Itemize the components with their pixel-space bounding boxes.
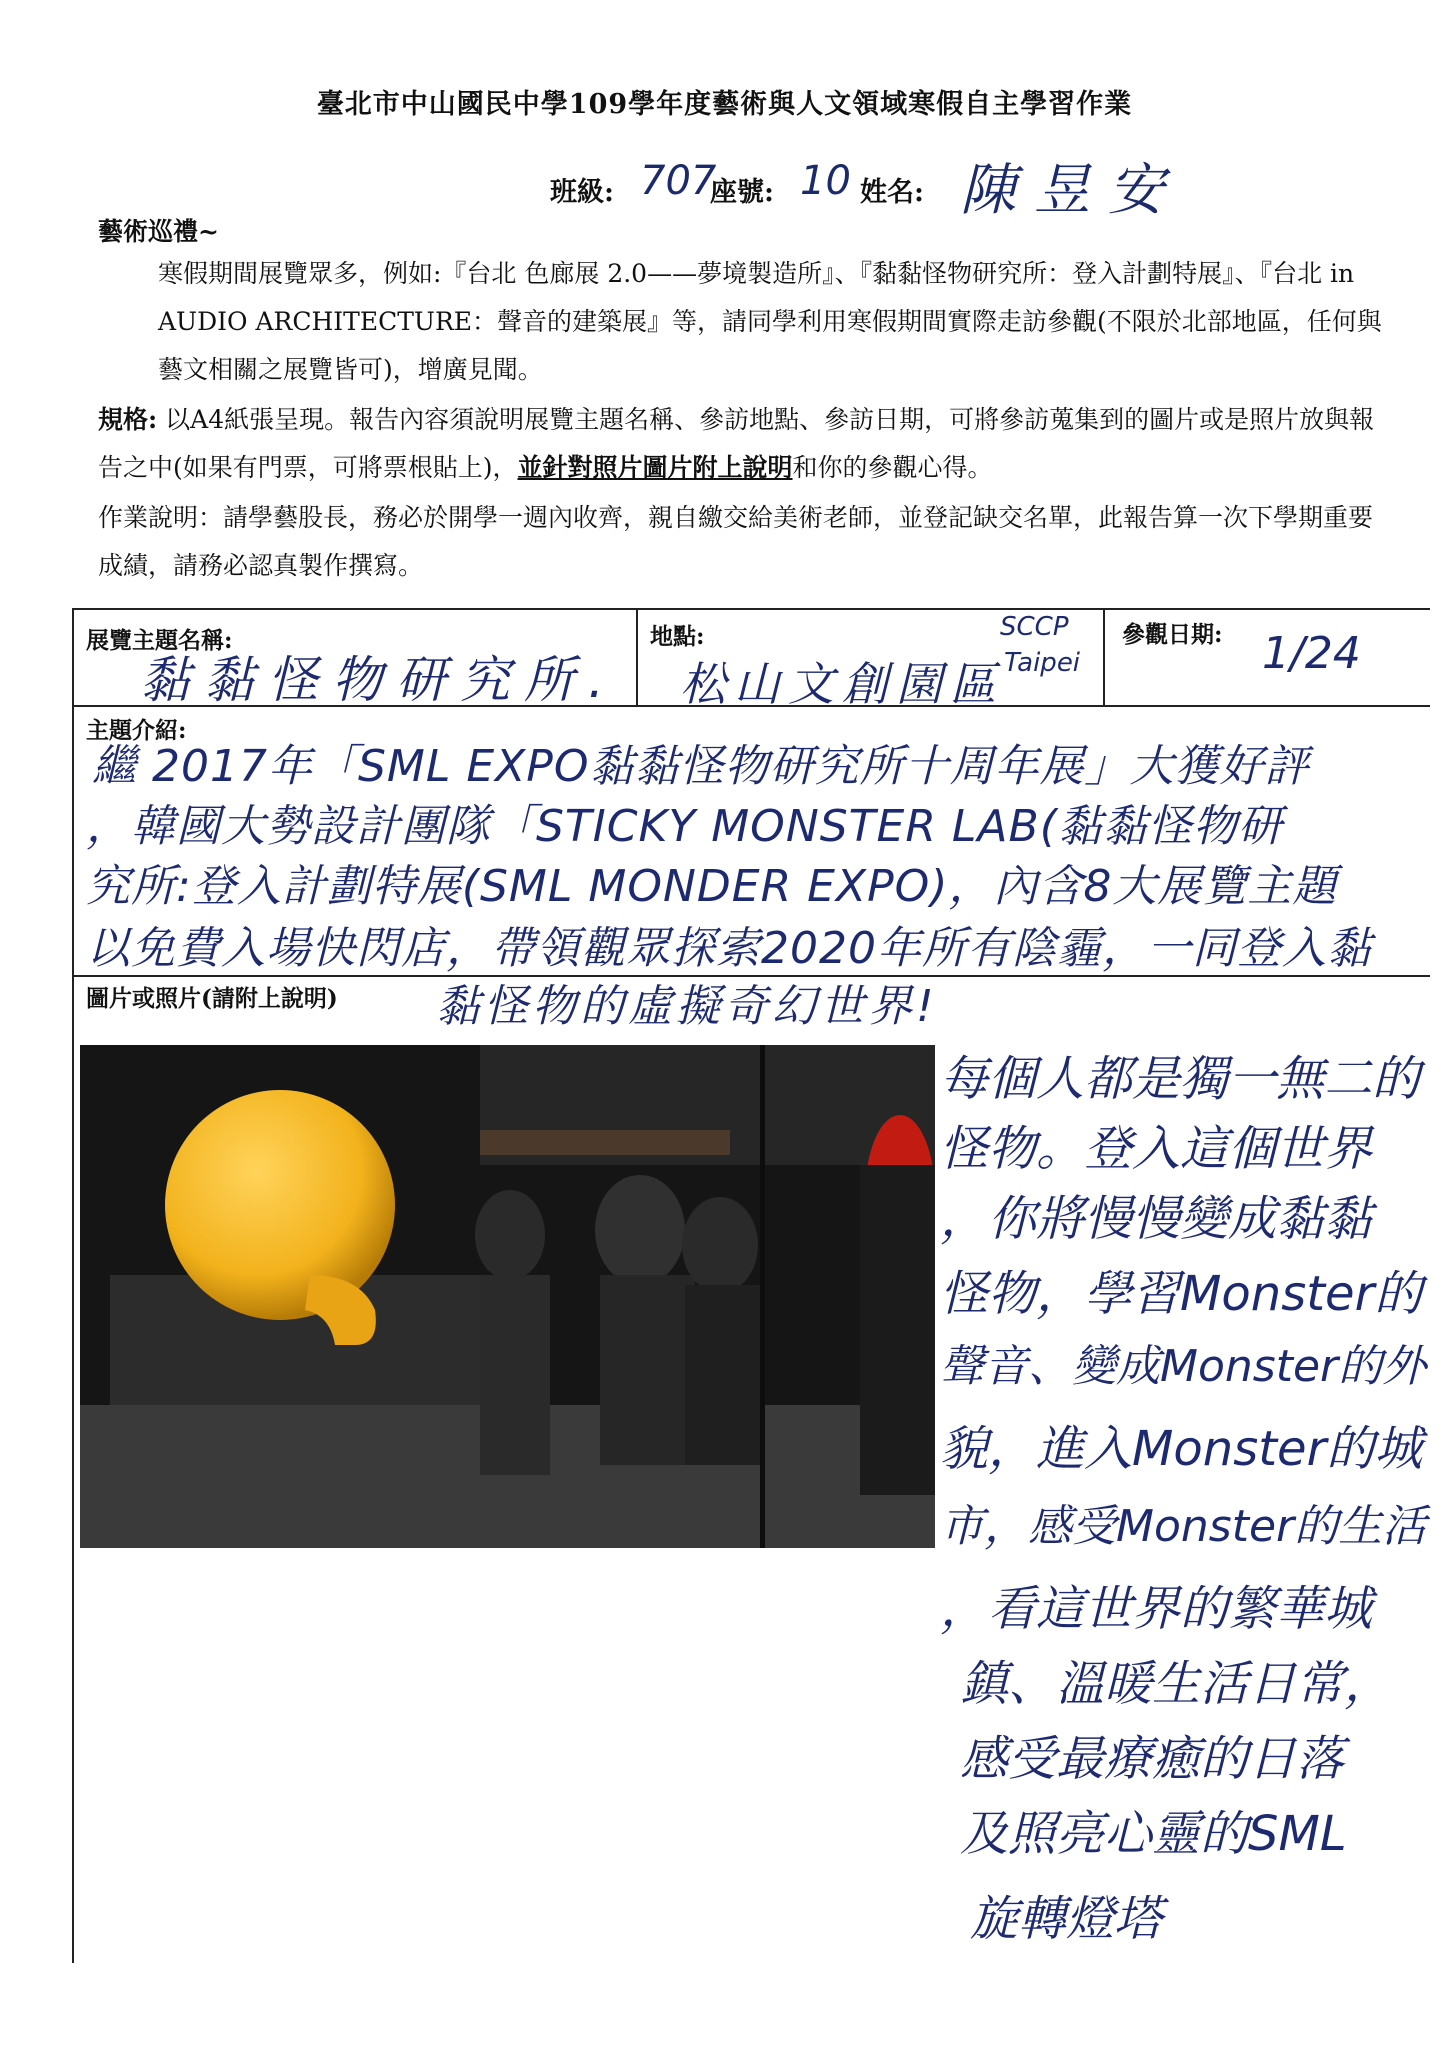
theme-line: 以免費入場快閃店，帶領觀眾探索2020年所有陰霾，一同登入黏 (86, 923, 1372, 974)
location-value: 松山文創園區 (680, 657, 1004, 711)
theme-line: 究所:登入計劃特展(SML MONDER EXPO)，內含8大展覽主題 (86, 861, 1338, 912)
caption-line: 聲音、變成Monster的外 (940, 1341, 1427, 1392)
caption-line: 怪物，學習Monster的 (940, 1266, 1423, 1322)
location-label: 地點: (650, 623, 705, 650)
table-left-border (72, 608, 74, 1963)
photo-label: 圖片或照片(請附上說明) (86, 985, 338, 1012)
section-heading: 藝術巡禮~ (98, 217, 219, 246)
caption-line: 感受最療癒的日落 (960, 1731, 1345, 1787)
table-top-border (72, 608, 1430, 610)
spec-text-2: 和你的參觀心得。 (792, 453, 993, 482)
spec-text-1: 以A4紙張呈現。報告內容須說明展覽主題名稱、參訪地點、參訪日期，可將參訪蒐集到的圖片或是照片放與報告之中(如果有門票，可將票根貼上)， (98, 405, 1375, 482)
caption-line: 貌，進入Monster的城 (940, 1421, 1423, 1477)
class-value: 707 (640, 158, 717, 204)
theme-line: 繼 2017年「SML EXPO黏黏怪物研究所十周年展」大獲好評 (92, 741, 1310, 792)
caption-line: 每個人都是獨一無二的 (940, 1051, 1421, 1107)
col-divider-1 (636, 608, 638, 706)
homework-text: 作業說明：請學藝股長，務必於開學一週內收齊，親自繳交給美術老師，並登記缺交名單，此報告算一次下學期重要成績，請務必認真製作撰寫。 (98, 503, 1374, 580)
exhibition-photo (80, 1045, 935, 1548)
spec-label: 規格: (98, 405, 158, 434)
theme-line: 黏怪物的虛擬奇幻世界! (436, 981, 938, 1032)
caption-line: 旋轉燈塔 (970, 1891, 1163, 1947)
exhibit-value: 黏黏怪物研究所. (140, 651, 618, 709)
intro-paragraph (98, 250, 1388, 590)
class-label: 班級: (550, 177, 614, 208)
exhibit-label: 展覽主題名稱: (86, 627, 233, 654)
caption-line: 市，感受Monster的生活 (940, 1501, 1427, 1552)
spec-paragraph (98, 396, 1388, 492)
location-value-en-1: SCCP (1000, 612, 1069, 642)
caption-line: ，看這世界的繁華城 (940, 1581, 1373, 1637)
theme-line: ，韓國大勢設計團隊「STICKY MONSTER LAB(黏黏怪物研 (86, 801, 1283, 852)
name-label: 姓名: (860, 177, 924, 208)
col-divider-2 (1103, 608, 1105, 706)
caption-line: 怪物。登入這個世界 (940, 1121, 1373, 1177)
spec-text-underlined: 並針對照片圖片附上說明 (517, 453, 793, 482)
date-value: 1/24 (1262, 628, 1361, 679)
intro-text: 寒假期間展覽眾多，例如:『台北 色廊展 2.0——夢境製造所』、『黏黏怪物研究所：登入計劃特展』、『台北 in AUDIO ARCHITECTURE：聲音的建築展』等，請同學利用寒假期間實際走訪參觀(不限於北部地區，任何與藝文相關之展覽皆可)，增廣見聞。 (158, 259, 1382, 384)
theme-label: 主題介紹: (86, 717, 187, 744)
caption-line: 鎮、溫暖生活日常， (960, 1656, 1393, 1712)
caption-line: ，你將慢慢變成黏黏 (940, 1191, 1373, 1247)
name-value: 陳昱安 (960, 158, 1182, 223)
caption-line: 及照亮心靈的SML (960, 1806, 1347, 1862)
monster-figure (165, 1090, 395, 1320)
page-title: 臺北市中山國民中學109學年度藝術與人文領域寒假自主學習作業 (316, 89, 1133, 120)
location-value-en-2: Taipei (1004, 648, 1081, 678)
seat-value: 10 (800, 158, 851, 204)
photo-illustration (80, 1045, 935, 1548)
date-label: 參觀日期: (1122, 621, 1223, 648)
seat-label: 座號: (710, 177, 774, 208)
